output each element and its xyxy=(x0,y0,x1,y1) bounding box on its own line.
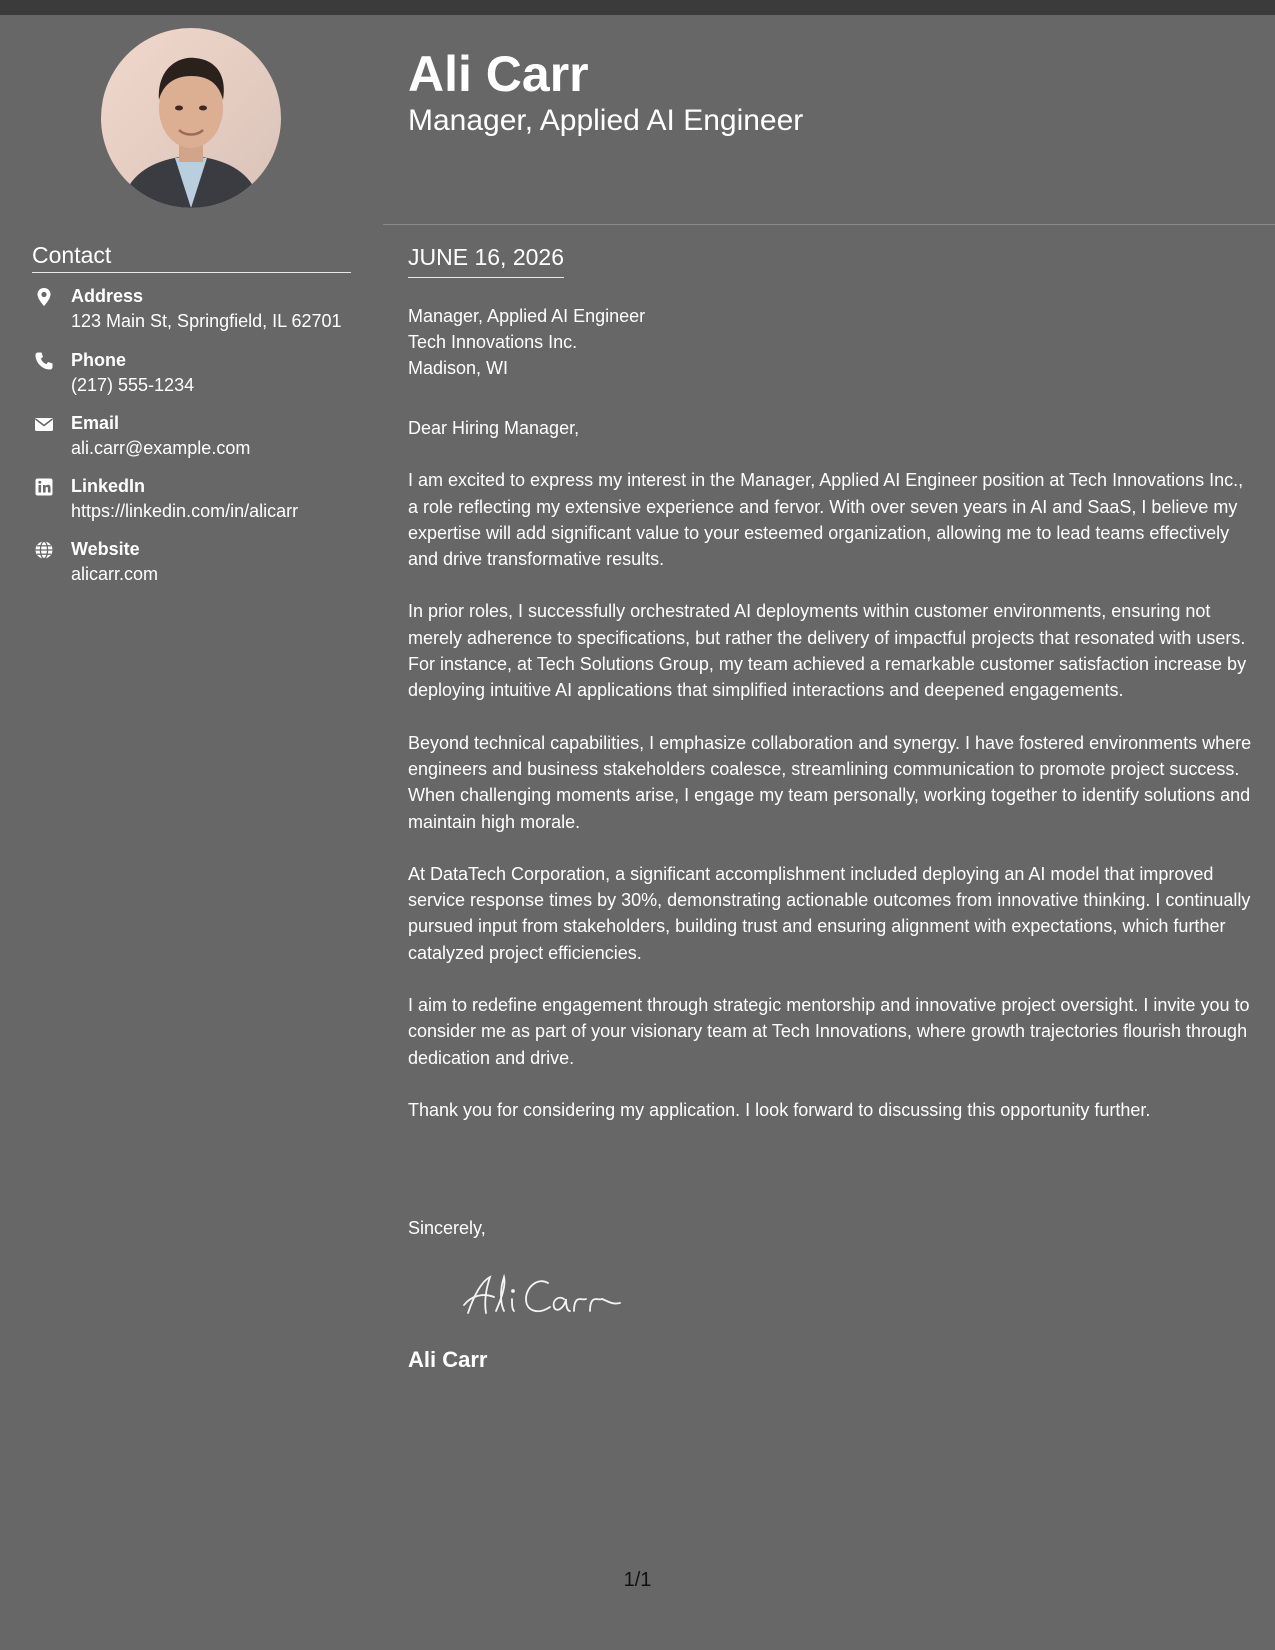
handwritten-signature xyxy=(460,1265,630,1325)
address-value: 123 Main St, Springfield, IL 62701 xyxy=(71,311,342,331)
header-divider xyxy=(383,224,1275,225)
linkedin-value[interactable]: https://linkedin.com/in/alicarr xyxy=(71,501,299,521)
email-value: ali.carr@example.com xyxy=(71,438,251,458)
globe-icon xyxy=(34,540,54,560)
envelope-icon xyxy=(34,414,54,434)
phone-value: (217) 555-1234 xyxy=(71,375,195,395)
recipient-block xyxy=(408,303,1248,381)
letter-paragraph: I am excited to express my interest in the Manager, Applied AI Engineer position at Tech Innovations Inc., a role reflecting my extensive experience and fervor. With over seven years in AI and SaaS, I believe my expertise will add significant value to your esteemed organization, allowing me to lead teams effectively and drive transformative results. xyxy=(408,470,1244,570)
email-label: Email xyxy=(71,413,120,433)
signer-name: Ali Carr xyxy=(408,1347,488,1372)
recipient-position: Manager, Applied AI Engineer xyxy=(408,306,646,326)
linkedin-icon xyxy=(34,477,54,497)
letter-paragraph: In prior roles, I successfully orchestrated AI deployments within customer environments, ensuring not merely adherence to specifications, but rather the delivery of impactful projects that resonated with users. For instance, at Tech Solutions Group, my team achieved a remarkable customer satisfaction increase by deploying intuitive AI applications that simplified interactions and deepened engagements. xyxy=(408,601,1247,701)
map-pin-icon xyxy=(34,287,54,307)
profile-photo xyxy=(101,28,281,208)
candidate-title: Manager, Applied AI Engineer xyxy=(408,104,804,137)
salutation: Dear Hiring Manager, xyxy=(408,418,580,438)
letter-paragraph: Thank you for considering my application. I look forward to discussing this opportunity further. xyxy=(408,1099,1151,1120)
letter-paragraph: Beyond technical capabilities, I emphasize collaboration and synergy. I have fostered environments where engineers and business stakeholders coalesce, streamlining communication to promote project success. When challenging moments arise, I engage my team personally, working together to identify solutions and maintain high morale. xyxy=(408,732,1252,832)
page-number: 1/1 xyxy=(623,1569,652,1591)
letter-paragraph: At DataTech Corporation, a significant accomplishment included deploying an AI model that improved service response times by 30%, demonstrating actionable outcomes from innovative thinking. I continually pursued input from stakeholders, building trust and ensuring alignment with expectations, which further catalyzed project efficiencies. xyxy=(408,863,1251,963)
address-label: Address xyxy=(71,286,144,306)
cover-letter-page xyxy=(0,15,1275,1650)
top-bar xyxy=(0,0,1275,15)
phone-icon xyxy=(34,351,54,371)
linkedin-label: LinkedIn xyxy=(71,476,146,496)
candidate-name: Ali Carr xyxy=(408,46,589,102)
website-label: Website xyxy=(71,539,140,559)
contact-heading: Contact xyxy=(32,241,351,273)
website-value[interactable]: alicarr.com xyxy=(71,564,159,584)
sidebar xyxy=(0,15,383,1650)
letter-closing: Sincerely, xyxy=(408,1218,486,1238)
letter-date: JUNE 16, 2026 xyxy=(408,243,564,278)
letter-body xyxy=(408,415,1253,1149)
letter-paragraph: I aim to redefine engagement through strategic mentorship and innovative project oversight. I invite you to consider me as part of your visionary team at Tech Innovations, where growth trajectories flourish through dedication and drive. xyxy=(408,995,1250,1068)
recipient-company: Tech Innovations Inc. xyxy=(408,332,578,352)
recipient-location: Madison, WI xyxy=(408,358,509,378)
phone-label: Phone xyxy=(71,350,127,370)
